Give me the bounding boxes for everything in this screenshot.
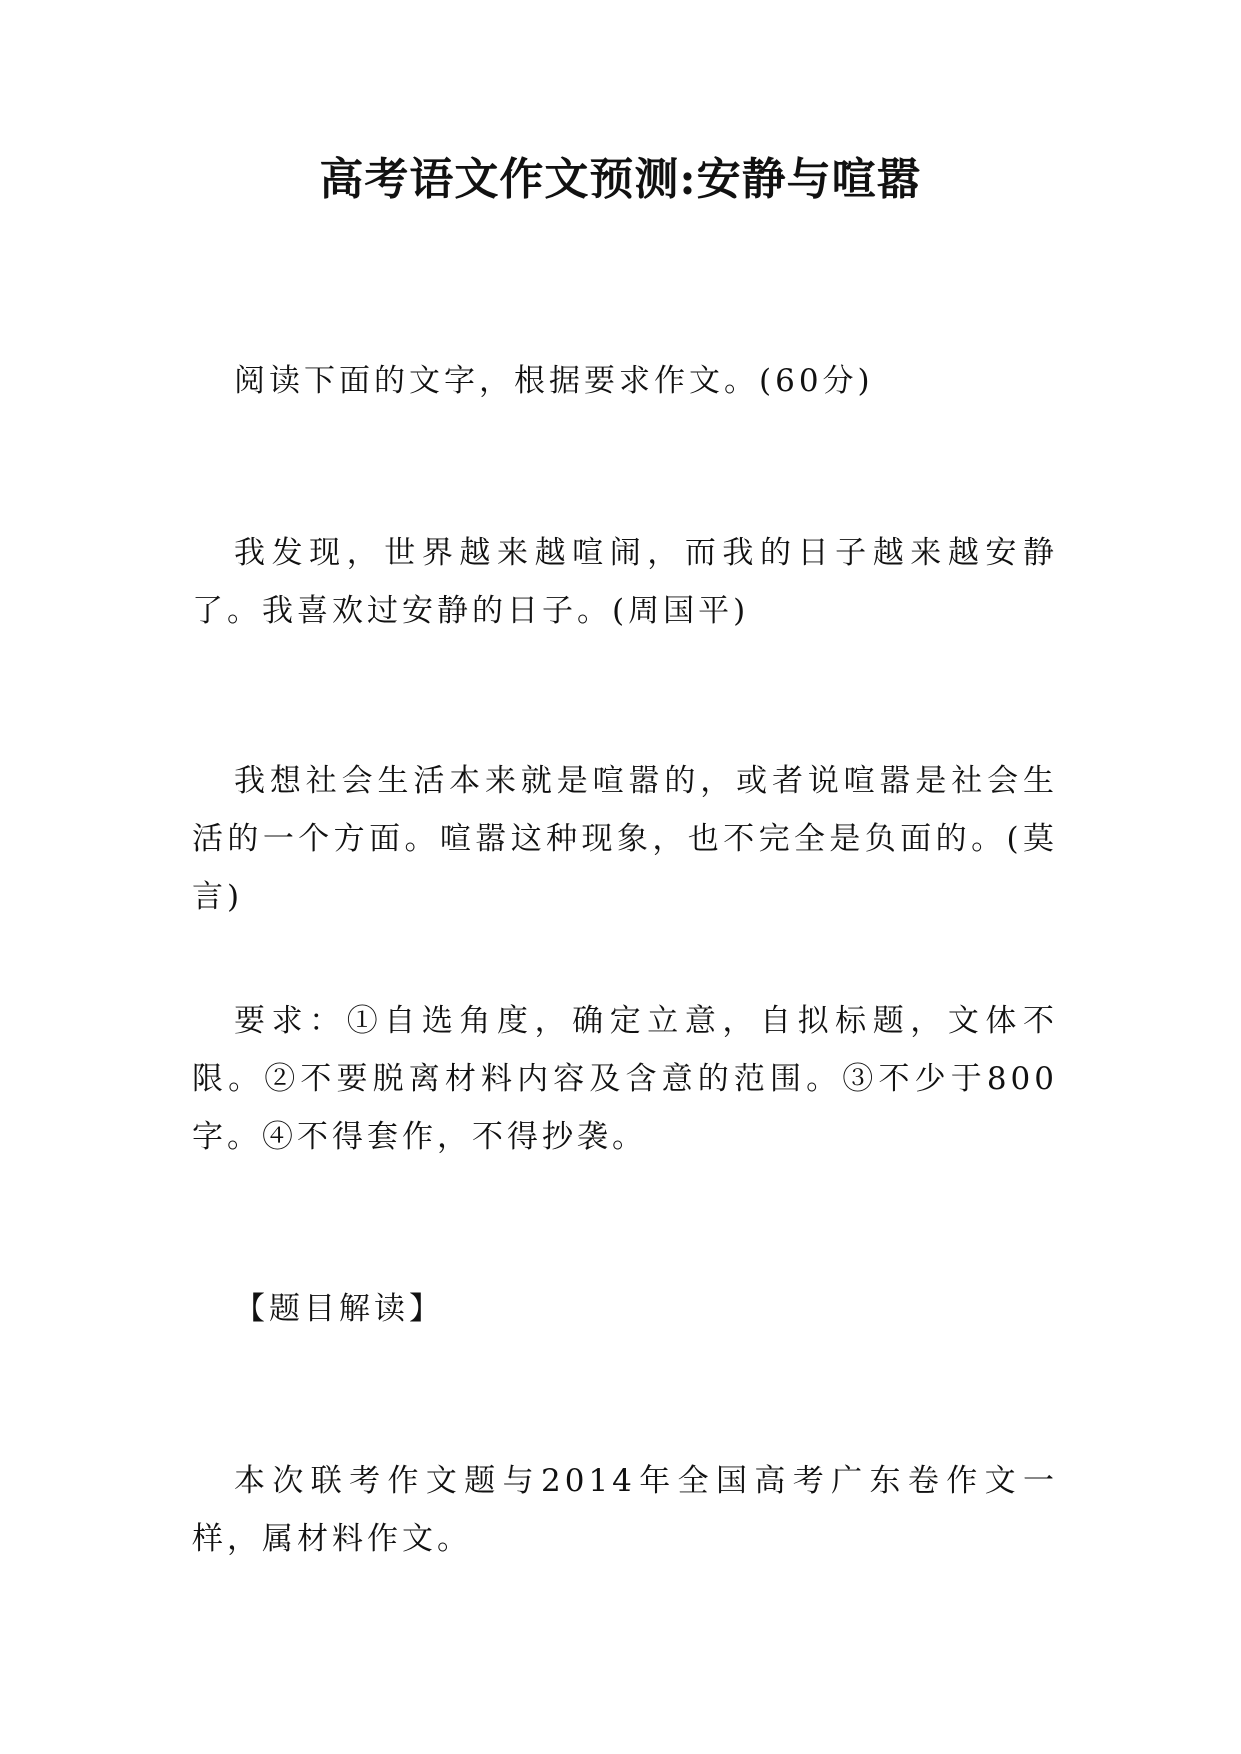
quote-mo-yan-paragraph: 我想社会生活本来就是喧嚣的，或者说喧嚣是社会生活的一个方面。喧嚣这种现象，也不完全是负面的。(莫言) [192,763,1058,915]
quote-zhou-guoping-paragraph: 我发现，世界越来越喧闹，而我的日子越来越安静了。我喜欢过安静的日子。(周国平) [192,535,1058,629]
document-title: 高考语文作文预测:安静与喧嚣 [319,154,922,205]
requirements-paragraph: 要求：①自选角度，确定立意，自拟标题，文体不限。②不要脱离材料内容及含意的范围。③不少于800字。④不得套作，不得抄袭。 [192,1003,1058,1155]
section-heading-interpretation: 【题目解读】 [234,1291,444,1327]
interpretation-paragraph: 本次联考作文题与2014年全国高考广东卷作文一样，属材料作文。 [192,1463,1058,1557]
instruction-paragraph: 阅读下面的文字，根据要求作文。(60分) [234,363,874,399]
